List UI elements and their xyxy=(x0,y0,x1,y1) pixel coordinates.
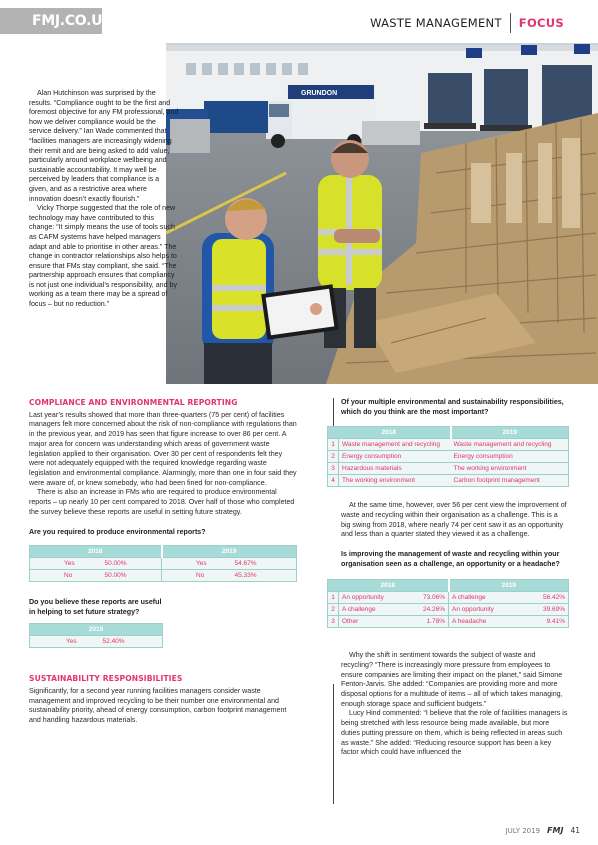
challenge-paragraph: At the same time, however, over 56 per cent view the improvement of waste and recycling within their organisation as a challenge. This is a big swing from 2018, where nearly 74 per cent saw it as an opportunity and less than a quarter stated they viewed it as a challenge. xyxy=(341,501,567,539)
sentiment-paragraph: Why the shift in sentiment towards the subject of waste and recycling? “There is increasingly more pressure from employees to ensure companies are limiting their impact on the planet,” said Simone Fenton-Jarvis. She added: “Companies are providing more and more disposal options for a multitude of items – all of which takes managing, enough storage space and sufficient budgets.” xyxy=(341,651,563,708)
warehouse-photo-illustration xyxy=(166,43,598,384)
section-header xyxy=(370,13,564,33)
reporting-paragraph: There is also an increase in FMs who are required to produce environmental reports – up nearly 10 per cent compared to 2018. Over half of those who completed the survey believe these reports are useful in setting future strategy. xyxy=(29,488,295,516)
section-title: WASTE MANAGEMENT xyxy=(370,16,502,30)
site-tag: FMJ.CO.UK xyxy=(0,8,102,34)
table-row: 1 Waste management and recycling Waste management and recycling xyxy=(328,439,569,451)
section-heading-sustainability: SUSTAINABILITY RESPONSIBILITIES xyxy=(29,674,183,684)
table-responsibilities xyxy=(327,426,569,487)
truck-logo-text: GRUNDON xyxy=(301,90,338,97)
table-row: 3 Other 1.78% A headache 9.41% xyxy=(328,616,569,628)
question-responsibilities: Of your multiple environmental and sustainability responsibilities, which do you think are the most important? xyxy=(341,398,564,416)
table-env-reports xyxy=(29,545,297,582)
article-photo xyxy=(166,43,598,384)
compliance-paragraph: Last year’s results showed that more than three-quarters (75 per cent) of facilities managers felt more concerned about the risk of non-compliance with regulations than in the previous year, and 2019 has seen that figure increase to over 86 per cent. A major area for concern was understanding which areas of government waste legislation applied to their organisation. Over 30 per cent of respondents felt they were not adequately equipped with the required knowledge regarding waste legislation and environmental compliance. Alarmingly, more than one in four said they were aware of, or knew somebody, who had been fined for non-compliance. xyxy=(29,410,297,487)
table-row: Yes 52.40% xyxy=(30,636,163,648)
table-header-2018: 2018 xyxy=(328,580,449,592)
header-divider xyxy=(510,13,511,33)
table-header-2018: 2018 xyxy=(328,427,451,439)
table-challenge-opportunity xyxy=(327,579,569,628)
column-rule-bottom xyxy=(333,684,334,804)
table-row: Yes 50.00% Yes 54.67% xyxy=(30,558,297,570)
table-row: 3 Hazardous materials The working environment xyxy=(328,463,569,475)
intro-paragraph-1: Alan Hutchinson was surprised by the results. “Compliance ought to be the first and foremost objective for any FM professional, and how we deliver compliance would be the service delivery.” Ian Wade commented that “facilities managers are increasingly widening their remit and are being asked to add value, particularly around workplace wellbeing and sustainable accountability. It may well be perceived by leaders that compliance is a given, and as a restrictive area where innovation doesn’t exactly flourish.” xyxy=(29,89,179,203)
question-reports-useful: Do you believe these reports are useful in helping to set future strategy? xyxy=(29,598,162,616)
table-row: 4 The working environment Carbon footprint management xyxy=(328,475,569,487)
intro-column xyxy=(29,89,179,310)
page-footer xyxy=(506,826,580,835)
table-header-2019: 2019 xyxy=(451,427,569,439)
table-reports-useful xyxy=(29,623,163,648)
table-header-2019: 2019 xyxy=(30,624,163,636)
focus-label: FOCUS xyxy=(518,16,564,30)
table-header-2018: 2018 xyxy=(30,546,162,558)
sustainability-paragraph: Significantly, for a second year running facilities managers consider waste management and improved recycling to be their number one environmental and sustainability priority, ahead of energy consumption, carbon footprint management and handling hazardous materials. xyxy=(29,686,287,725)
table-row: 2 Energy consumption Energy consumption xyxy=(328,451,569,463)
question-env-reports: Are you required to produce environmental reports? xyxy=(29,528,206,537)
intro-paragraph-2: Vicky Thorpe suggested that the role of new technology may have contributed to this change: “It simply means the use of tools such as CAFM systems have helped managers adapt and able to prioritise in other areas.” The change in contractor relationships also helps to ensure that FMs stay compliant, she said. “The partnership approach ensures that compliancy is not just one individual’s responsibility, and by working as a team there may be a spread of focus – but no reduction.” xyxy=(29,204,178,309)
table-row: 1 An opportunity 73.06% A challenge 56.42% xyxy=(328,592,569,604)
table-header-2019: 2019 xyxy=(162,546,297,558)
left-column xyxy=(29,398,297,726)
right-column xyxy=(331,398,569,758)
column-rule-top xyxy=(333,398,334,426)
section-heading-compliance: COMPLIANCE AND ENVIRONMENTAL REPORTING xyxy=(29,398,238,407)
page-number: 41 xyxy=(570,826,580,835)
question-challenge-opportunity: Is improving the management of waste and recycling within your organisation seen as a challenge, an opportunity or a headache? xyxy=(341,550,560,568)
table-header-2019: 2019 xyxy=(449,580,569,592)
table-row: No 50.00% No 45.33% xyxy=(30,570,297,582)
lucy-hind-paragraph: Lucy Hind commented: “I believe that the role of facilities managers is being stretched with less resource being made available, but more duties putting pressure on them, which is being reflected in areas such as waste.” She added: “Reducing resource support has been a key factor which could have influenced the xyxy=(341,709,568,757)
magazine-brand: FMJ xyxy=(547,826,564,835)
issue-date: JULY 2019 xyxy=(505,826,541,835)
table-row: 2 A challenge 24.26% An opportunity 39.69% xyxy=(328,604,569,616)
